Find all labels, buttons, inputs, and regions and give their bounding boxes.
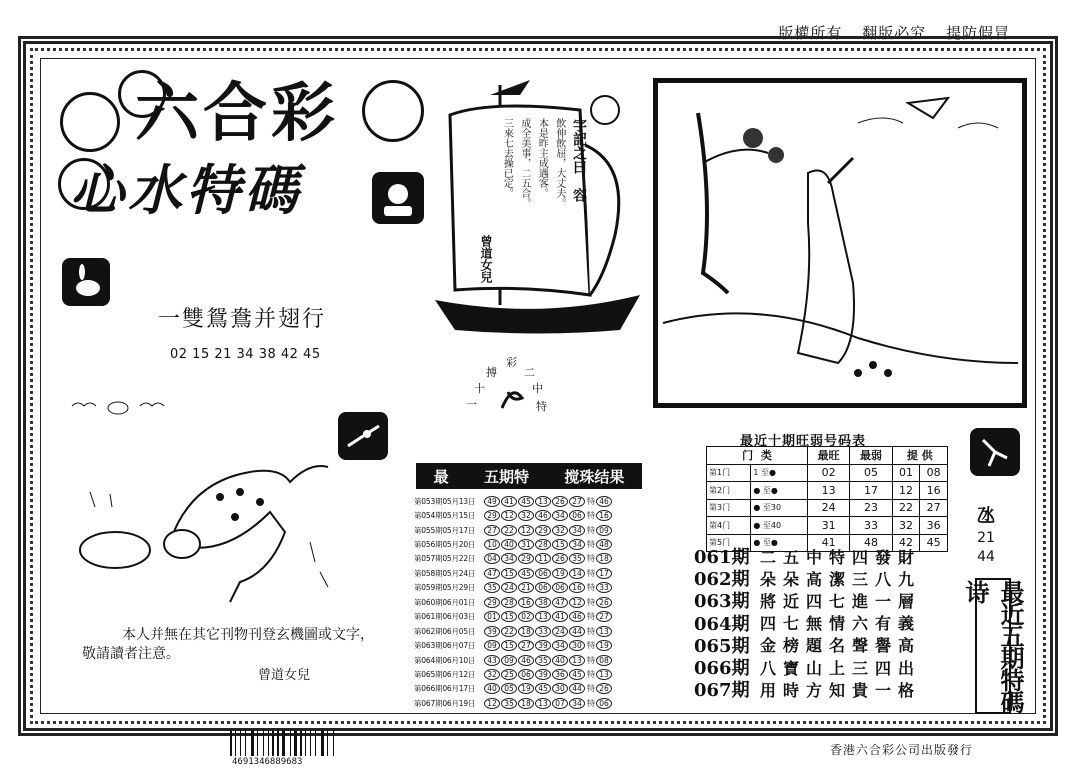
special-label: 特 (587, 612, 595, 622)
notice-line: 敬請讀者注意。 (82, 645, 180, 662)
copyright-text-3: 提防假冒 (945, 24, 1010, 42)
result-ball: 47 (484, 568, 500, 579)
scholar-illustration (653, 78, 1027, 408)
ship-poem (497, 118, 587, 278)
result-ball: 06 (569, 510, 585, 521)
poem-line: 飲伸飲屈，大丈夫。 (553, 118, 565, 208)
result-ball: 19 (518, 683, 534, 694)
hot-cold-range: ● 至40 (751, 517, 808, 535)
poem-text: 將近四七進一層 (760, 591, 922, 611)
barcode-bar (263, 730, 264, 756)
result-ball: 27 (518, 640, 534, 651)
hot-cold-header-row (707, 447, 948, 465)
hot-cold-row (707, 517, 948, 535)
hot-cold-gate: 第5门 (707, 534, 751, 552)
result-ball: 26 (552, 496, 568, 507)
result-ball: 45 (518, 568, 534, 579)
poem-line: 本是昨主成遇客。 (536, 118, 548, 198)
result-ball: 32 (552, 525, 568, 536)
result-period: 第059期05月29日 (414, 583, 476, 593)
result-ball: 32 (484, 669, 500, 680)
title-circle-decoration (362, 80, 424, 142)
fortune-god-icon (372, 172, 424, 224)
barcode-bar (235, 730, 236, 756)
hot-cold-range: ● 至30 (751, 499, 808, 517)
results-header (416, 463, 642, 489)
ship-author: 曾道女兒 (479, 235, 493, 283)
result-ball: 16 (518, 597, 534, 608)
result-period: 第053期05月13日 (414, 496, 476, 506)
result-ball: 06 (535, 582, 551, 593)
result-ball: 29 (518, 553, 534, 564)
result-ball: 35 (569, 553, 585, 564)
side-word: 氹 (977, 506, 995, 527)
hot-cold-hot: 31 (807, 517, 849, 535)
special-label: 特 (587, 583, 595, 593)
result-row (414, 682, 644, 696)
special-ball: 33 (596, 582, 612, 593)
result-ball: 39 (484, 626, 500, 637)
riddle-text: 一雙鴛鴦并翅行 (158, 307, 327, 332)
result-ball: 12 (518, 525, 534, 536)
hot-cold-p2: 16 (920, 482, 948, 500)
result-row (414, 696, 644, 710)
result-row (414, 638, 644, 652)
result-ball: 15 (501, 611, 517, 622)
barcode-bar (245, 730, 246, 756)
hot-cold-p1: 32 (892, 517, 920, 535)
poem-heading-text: 字記之曰： (571, 118, 587, 188)
result-ball: 14 (569, 568, 585, 579)
result-ball: 21 (518, 582, 534, 593)
barcode-bar (272, 730, 274, 756)
results-header-part: 最 (433, 467, 449, 486)
result-ball: 29 (484, 597, 500, 608)
poem-row (694, 612, 921, 634)
dragon-icon (498, 380, 526, 412)
special-label: 特 (587, 641, 595, 651)
hot-cold-row (707, 499, 948, 517)
result-period: 第066期06月17日 (414, 684, 476, 694)
result-ball: 34 (569, 525, 585, 536)
result-ball: 45 (569, 669, 585, 680)
poem-text: 用時方知貴一格 (760, 680, 922, 700)
poem-heading (571, 118, 587, 278)
poem-text: 八寶山上三四出 (760, 658, 922, 678)
poem-text: 二五中特四發財 (760, 547, 922, 567)
poem-period: 066期 (694, 658, 750, 680)
result-ball: 46 (518, 655, 534, 666)
barcode-number: 4691346889683 (232, 757, 303, 767)
result-ball: 36 (552, 669, 568, 680)
special-ball: 17 (596, 568, 612, 579)
special-label: 特 (587, 540, 595, 550)
result-row (414, 653, 644, 667)
hot-cold-gate: 第1门 (707, 464, 751, 482)
copyright-text-1: 版權所有 (778, 24, 843, 42)
circle-word: 十 (474, 382, 485, 395)
hot-cold-p1: 01 (892, 464, 920, 482)
header-provide-2: 供 (921, 449, 933, 463)
page-title: 六合彩 (135, 76, 339, 151)
result-ball: 46 (569, 611, 585, 622)
result-ball: 09 (484, 640, 500, 651)
result-ball: 29 (535, 525, 551, 536)
result-ball: 22 (501, 626, 517, 637)
birds-icon (70, 396, 170, 420)
result-ball: 13 (535, 698, 551, 709)
result-ball: 40 (484, 683, 500, 694)
result-period: 第058期05月24日 (414, 568, 476, 578)
barcode (230, 730, 350, 756)
poem-period: 062期 (694, 569, 750, 591)
special-ball: 19 (596, 640, 612, 651)
poem-row (694, 567, 921, 589)
header-gate: 门 (742, 449, 754, 463)
special-ball: 26 (596, 597, 612, 608)
side-number: 21 (977, 530, 995, 547)
barcode-bar (230, 730, 232, 756)
result-row (414, 595, 644, 609)
special-label: 特 (587, 669, 595, 679)
notice-text (82, 626, 374, 664)
period-poems (694, 545, 921, 700)
barcode-bar (282, 730, 285, 756)
result-period: 第056期05月20日 (414, 540, 476, 550)
result-row (414, 667, 644, 681)
barcode-bar (321, 730, 324, 756)
poem-period: 067期 (694, 680, 750, 702)
header-cell (707, 447, 808, 465)
hot-cold-range: ● 至● (751, 534, 808, 552)
result-ball: 16 (569, 582, 585, 593)
barcode-bar (290, 730, 291, 756)
results-table (414, 494, 644, 711)
result-ball: 35 (484, 582, 500, 593)
hot-cold-range: ● 至● (751, 482, 808, 500)
side-title: 最近五期特碼诗 (961, 580, 1025, 712)
result-ball: 15 (552, 539, 568, 550)
result-ball: 38 (535, 597, 551, 608)
header-cell (892, 447, 947, 465)
result-ball: 32 (518, 510, 534, 521)
circle-word: 一 (466, 398, 477, 411)
hot-cold-p2: 08 (920, 464, 948, 482)
hot-cold-title: 最近十期旺弱号码表 (740, 434, 867, 449)
result-row (414, 581, 644, 595)
special-ball: 16 (596, 510, 612, 521)
bird-branch-icon (338, 412, 388, 460)
result-period: 第067期06月19日 (414, 698, 476, 708)
special-label: 特 (587, 626, 595, 636)
special-label: 特 (587, 525, 595, 535)
result-ball: 34 (501, 553, 517, 564)
result-ball: 02 (518, 611, 534, 622)
result-ball: 39 (535, 640, 551, 651)
results-header-part: 搅珠结果 (564, 467, 625, 486)
result-ball: 06 (535, 568, 551, 579)
result-ball: 22 (501, 525, 517, 536)
barcode-bar (333, 730, 334, 756)
result-row (414, 610, 644, 624)
hot-cold-cold: 17 (850, 482, 892, 500)
result-ball: 34 (569, 698, 585, 709)
result-ball: 31 (518, 539, 534, 550)
poem-period: 065期 (694, 635, 750, 657)
result-ball: 35 (501, 698, 517, 709)
result-ball: 40 (552, 655, 568, 666)
hot-cold-p2: 36 (920, 517, 948, 535)
header-cell: 最弱 (850, 447, 892, 465)
result-ball: 45 (518, 496, 534, 507)
result-row (414, 508, 644, 522)
result-ball: 40 (501, 539, 517, 550)
result-ball: 44 (569, 626, 585, 637)
barcode-bar (300, 730, 302, 756)
hot-cold-cold: 05 (850, 464, 892, 482)
result-ball: 18 (518, 698, 534, 709)
result-ball: 30 (569, 640, 585, 651)
hot-cold-range: 1 至● (751, 464, 808, 482)
header-cell: 最旺 (807, 447, 849, 465)
special-ball: 08 (596, 655, 612, 666)
title-circle-decoration (60, 92, 120, 152)
special-label: 特 (587, 698, 595, 708)
result-ball: 09 (501, 655, 517, 666)
barcode-bar (240, 730, 241, 756)
result-period: 第061期06月03日 (414, 612, 476, 622)
result-ball: 06 (518, 669, 534, 680)
barcode-bar (277, 730, 279, 756)
barcode-bar (294, 730, 297, 756)
result-row (414, 494, 644, 508)
result-ball: 28 (535, 539, 551, 550)
special-ball: 18 (596, 553, 612, 564)
result-ball: 15 (501, 568, 517, 579)
circle-word: 中 (532, 382, 543, 395)
hot-cold-p2: 27 (920, 499, 948, 517)
barcode-bar (315, 730, 316, 756)
barcode-bar (257, 730, 258, 756)
result-ball: 49 (484, 496, 500, 507)
publisher: 香港六合彩公司出版發行 (830, 743, 974, 757)
barcode-bar (327, 730, 328, 756)
result-ball: 44 (569, 683, 585, 694)
result-period: 第060期06月01日 (414, 597, 476, 607)
result-ball: 33 (535, 626, 551, 637)
result-ball: 35 (535, 655, 551, 666)
barcode-bar (310, 730, 311, 756)
hot-cold-body (707, 464, 948, 552)
result-ball: 19 (552, 568, 568, 579)
special-label: 特 (587, 655, 595, 665)
result-ball: 12 (501, 510, 517, 521)
poem-line: 成全美事，二五合。 (518, 118, 530, 208)
poem-period: 061期 (694, 547, 750, 569)
result-row (414, 523, 644, 537)
recommended-numbers: 02 15 21 34 38 42 45 (170, 347, 321, 362)
result-period: 第055期05月17日 (414, 525, 476, 535)
result-row (414, 552, 644, 566)
special-label: 特 (587, 597, 595, 607)
result-period: 第054期05月15日 (414, 511, 476, 521)
result-ball: 12 (569, 597, 585, 608)
leopard-illustration (70, 452, 340, 612)
poem-row (694, 656, 921, 678)
special-ball: 46 (596, 496, 612, 507)
hot-cold-p1: 12 (892, 482, 920, 500)
result-row (414, 566, 644, 580)
poem-text: 金榜題名聲譽高 (760, 636, 922, 656)
dragon-hand-icon (970, 428, 1020, 476)
barcode-bar (305, 730, 306, 756)
result-ball: 43 (484, 655, 500, 666)
result-ball: 05 (501, 683, 517, 694)
result-ball: 34 (552, 640, 568, 651)
special-label: 特 (587, 568, 595, 578)
circle-word: 特 (536, 400, 547, 413)
hot-cold-hot: 41 (807, 534, 849, 552)
result-period: 第062期06月05日 (414, 626, 476, 636)
result-ball: 06 (552, 582, 568, 593)
hot-cold-gate: 第3门 (707, 499, 751, 517)
poem-period: 064期 (694, 613, 750, 635)
special-ball: 06 (596, 698, 612, 709)
result-ball: 26 (552, 553, 568, 564)
rabbit-icon (62, 258, 110, 306)
circle-word: 二 (524, 366, 535, 379)
poem-answer-char: 容 (571, 188, 587, 202)
barcode-bar (251, 730, 254, 756)
result-ball: 39 (535, 669, 551, 680)
circle-word: 搏 (486, 366, 497, 379)
poem-period: 063期 (694, 591, 750, 613)
result-ball: 11 (535, 553, 551, 564)
result-ball: 07 (552, 698, 568, 709)
results-header-part: 五期特 (483, 467, 529, 486)
hot-cold-p1: 22 (892, 499, 920, 517)
special-ball: 13 (596, 669, 612, 680)
result-ball: 27 (569, 496, 585, 507)
result-ball: 34 (552, 510, 568, 521)
page-subtitle: 心水特碼 (70, 158, 302, 222)
poem-row (694, 545, 921, 567)
result-ball: 47 (552, 597, 568, 608)
result-ball: 12 (484, 698, 500, 709)
result-ball: 18 (518, 626, 534, 637)
header-type: 类 (760, 449, 772, 463)
result-ball: 34 (569, 539, 585, 550)
poem-row (694, 634, 921, 656)
result-ball: 46 (535, 510, 551, 521)
result-ball: 29 (484, 510, 500, 521)
special-ball: 13 (596, 626, 612, 637)
copyright-text-2: 翻版必究 (862, 24, 927, 42)
result-ball: 24 (501, 582, 517, 593)
hot-cold-gate: 第4门 (707, 517, 751, 535)
result-ball: 13 (569, 655, 585, 666)
special-ball: 26 (596, 683, 612, 694)
circle-word: 彩 (506, 356, 517, 369)
result-ball: 15 (501, 640, 517, 651)
hot-cold-gate: 第2门 (707, 482, 751, 500)
hot-cold-row (707, 464, 948, 482)
hot-cold-hot: 02 (807, 464, 849, 482)
barcode-bar (268, 730, 269, 756)
hot-cold-cold: 33 (850, 517, 892, 535)
signature: 曾道女兒 (258, 668, 311, 683)
special-ball: 27 (596, 611, 612, 622)
result-ball: 41 (501, 496, 517, 507)
hot-cold-hot: 24 (807, 499, 849, 517)
result-ball: 45 (535, 683, 551, 694)
poem-row (694, 678, 921, 700)
poem-text: 四七無情六有義 (760, 614, 922, 634)
special-ball: 09 (596, 525, 612, 536)
result-row (414, 624, 644, 638)
hot-cold-hot: 13 (807, 482, 849, 500)
result-row (414, 537, 644, 551)
poem-text: 朵朵高潔三八九 (760, 569, 922, 589)
result-ball: 30 (552, 683, 568, 694)
result-ball: 13 (535, 496, 551, 507)
notice-line: 本人并無在其它刊物刊登玄機圖或文字， (122, 627, 374, 643)
result-ball: 13 (535, 611, 551, 622)
special-label: 特 (587, 496, 595, 506)
hot-cold-cold: 48 (850, 534, 892, 552)
result-ball: 04 (484, 553, 500, 564)
side-numbers (977, 505, 995, 567)
poem-row (694, 589, 921, 611)
hot-cold-row (707, 482, 948, 500)
special-label: 特 (587, 684, 595, 694)
result-ball: 28 (501, 597, 517, 608)
special-label: 特 (587, 511, 595, 521)
special-label: 特 (587, 554, 595, 564)
result-ball: 10 (484, 539, 500, 550)
header-provide-1: 提 (906, 449, 918, 463)
result-ball: 24 (552, 626, 568, 637)
hot-cold-table (706, 446, 948, 552)
poem-line: 三來七去操已定。 (501, 118, 513, 198)
result-period: 第064期06月10日 (414, 655, 476, 665)
side-number: 44 (977, 549, 995, 566)
special-ball: 48 (596, 539, 612, 550)
result-ball: 41 (552, 611, 568, 622)
result-period: 第065期06月12日 (414, 669, 476, 679)
hot-cold-cold: 23 (850, 499, 892, 517)
hot-cold-p1: 42 (892, 534, 920, 552)
result-period: 第057期05月22日 (414, 554, 476, 564)
result-period: 第063期06月07日 (414, 641, 476, 651)
result-ball: 25 (501, 669, 517, 680)
result-ball: 27 (484, 525, 500, 536)
result-ball: 01 (484, 611, 500, 622)
hot-cold-p2: 45 (920, 534, 948, 552)
